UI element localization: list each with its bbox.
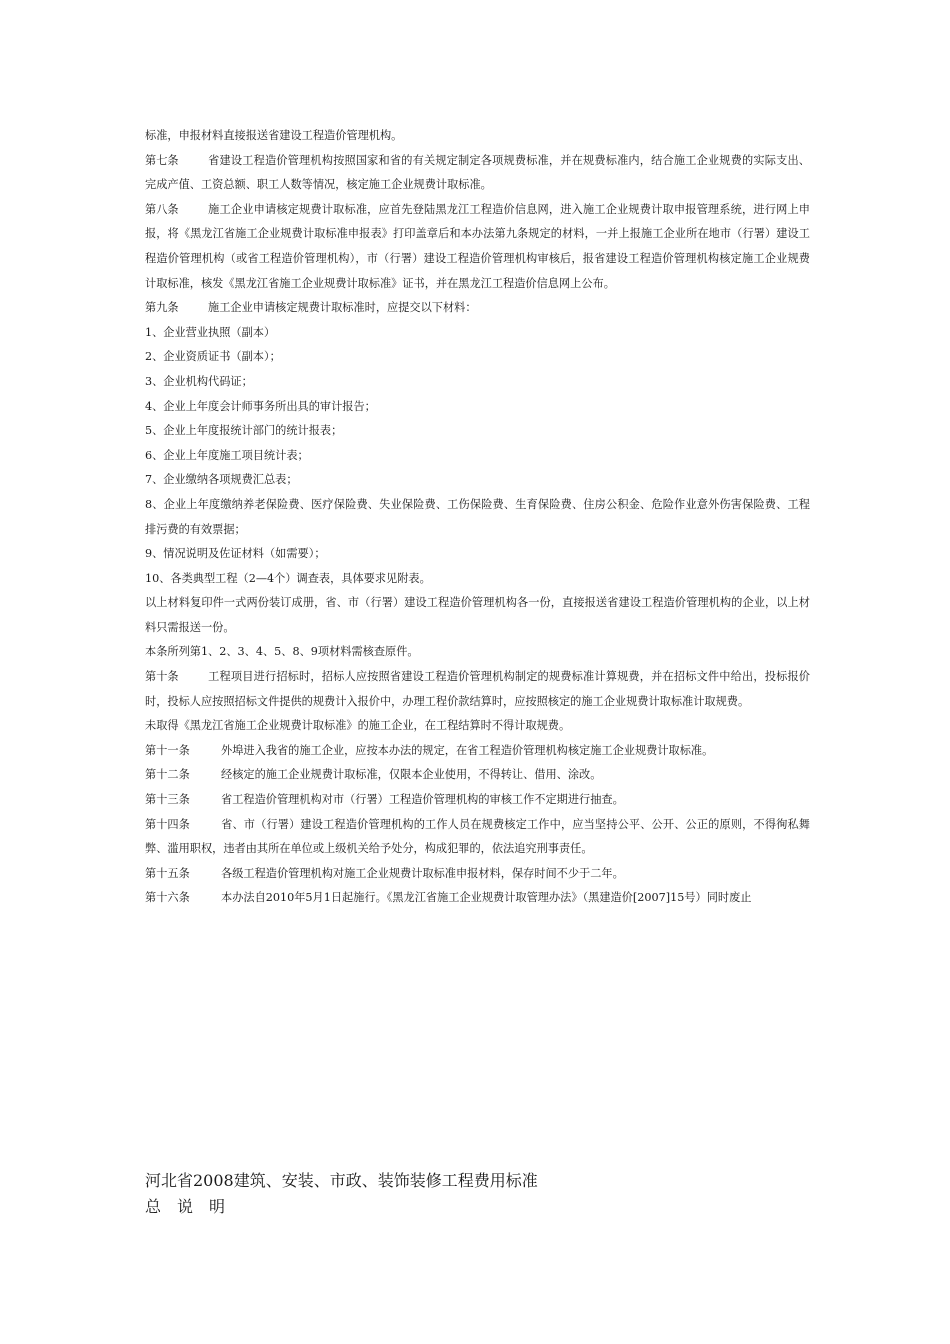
paragraph-text: 3、企业机构代码证； (145, 374, 253, 388)
paragraph-text: 省建设工程造价管理机构按照国家和省的有关规定制定各项规费标准，并在规费标准内，结合施工企业规费的实际支出、完成产值、工资总额、职工人数等情况，核定施工企业规费计取标准。 (145, 153, 810, 192)
paragraph-text: 9、情况说明及佐证材料（如需要）； (145, 547, 326, 561)
document-body (145, 124, 810, 911)
paragraph (145, 419, 810, 444)
article-number: 第十一条 (145, 743, 190, 757)
paragraph (145, 493, 810, 542)
paragraph (145, 198, 810, 296)
article-number: 第八条 (145, 202, 179, 216)
paragraph-text: 8、企业上年度缴纳养老保险费、医疗保险费、失业保险费、工伤保险费、生育保险费、住房公积金、危险作业意外伤害保险费、工程排污费的有效票据； (145, 497, 810, 536)
paragraph-text: 各级工程造价管理机构对施工企业规费计取标准申报材料，保存时间不少于二年。 (221, 866, 624, 880)
paragraph (145, 567, 810, 592)
paragraph (145, 149, 810, 198)
paragraph (145, 862, 810, 887)
paragraph (145, 788, 810, 813)
paragraph (145, 886, 810, 911)
paragraph-text: 施工企业申请核定规费计取标准时，应提交以下材料： (208, 301, 477, 315)
article-number: 第十二条 (145, 768, 190, 782)
paragraph (145, 370, 810, 395)
paragraph (145, 714, 810, 739)
paragraph (145, 591, 810, 640)
paragraph (145, 640, 810, 665)
paragraph-text: 未取得《黑龙江省施工企业规费计取标准》的施工企业，在工程结算时不得计取规费。 (145, 719, 571, 733)
article-number: 第十五条 (145, 866, 190, 880)
paragraph-text: 7、企业缴纳各项规费汇总表； (145, 473, 298, 487)
article-number: 第九条 (145, 301, 179, 315)
paragraph (145, 542, 810, 567)
paragraph-text: 省工程造价管理机构对市（行署）工程造价管理机构的审核工作不定期进行抽查。 (221, 793, 624, 807)
paragraph-text: 2、企业资质证书（副本）； (145, 350, 281, 364)
paragraph (145, 296, 810, 321)
paragraph (145, 813, 810, 862)
section-heading (145, 1168, 845, 1220)
paragraph-text: 施工企业申请核定规费计取标准，应首先登陆黑龙江工程造价信息网，进入施工企业规费计取申报管理系统，进行网上申报，将《黑龙江省施工企业规费计取标准申报表》打印盖章后和本办法第九条规定的材料，一并上报施工企业所在地市（行署）建设工程造价管理机构（或省工程造价管理机构），市（行署）建设工程造价管理机构审核后，报省建设工程造价管理机构核定施工企业规费计取标准，核发《黑龙江省施工企业规费计取标准》证书，并在黑龙江工程造价信息网上公布。 (145, 202, 810, 290)
article-number: 第七条 (145, 153, 179, 167)
paragraph (145, 124, 810, 149)
paragraph-text: 以上材料复印件一式两份装订成册，省、市（行署）建设工程造价管理机构各一份，直接报送省建设工程造价管理机构的企业，以上材料只需报送一份。 (145, 596, 810, 634)
paragraph (145, 444, 810, 469)
paragraph-text: 5、企业上年度报统计部门的统计报表； (145, 424, 343, 438)
paragraph (145, 345, 810, 370)
paragraph-text: 本条所列第1、2、3、4、5、8、9项材料需核查原件。 (145, 645, 419, 659)
paragraph-text: 省、市（行署）建设工程造价管理机构的工作人员在规费核定工作中，应当坚持公平、公开、公正的原则，不得徇私舞弊、滥用职权，违者由其所在单位或上级机关给予处分，构成犯罪的，依法追究刑事责任。 (145, 817, 810, 856)
paragraph-text: 4、企业上年度会计师事务所出具的审计报告； (145, 399, 376, 413)
paragraph-text: 外埠进入我省的施工企业，应按本办法的规定，在省工程造价管理机构核定施工企业规费计取标准。 (221, 743, 714, 757)
paragraph (145, 395, 810, 420)
paragraph (145, 763, 810, 788)
paragraph-text: 经核定的施工企业规费计取标准，仅限本企业使用，不得转让、借用、涂改。 (221, 768, 602, 782)
section-title: 河北省2008建筑、安装、市政、装饰装修工程费用标准 (145, 1171, 538, 1190)
article-number: 第十三条 (145, 793, 190, 807)
paragraph (145, 739, 810, 764)
paragraph-text: 6、企业上年度施工项目统计表； (145, 448, 309, 462)
paragraph-text: 10、各类典型工程（2—4个）调查表，具体要求见附表。 (145, 571, 431, 585)
article-number: 第十四条 (145, 817, 190, 831)
paragraph (145, 321, 810, 346)
paragraph-text: 标准，申报材料直接报送省建设工程造价管理机构。 (145, 129, 403, 142)
paragraph-text: 本办法自2010年5月1日起施行。《黑龙江省施工企业规费计取管理办法》（黑建造价[2007]15号）同时废止 (221, 891, 752, 905)
section-subtitle: 总 说 明 (145, 1197, 226, 1216)
paragraph-text: 工程项目进行招标时，招标人应按照省建设工程造价管理机构制定的规费标准计算规费，并在招标文件中给出，投标报价时，投标人应按照招标文件提供的规费计入报价中，办理工程价款结算时，应按照核定的施工企业规费计取标准计取规费。 (145, 670, 810, 708)
paragraph (145, 665, 810, 714)
paragraph-text: 1、企业营业执照（副本） (145, 325, 276, 339)
paragraph (145, 468, 810, 493)
article-number: 第十条 (145, 670, 179, 684)
article-number: 第十六条 (145, 891, 190, 905)
